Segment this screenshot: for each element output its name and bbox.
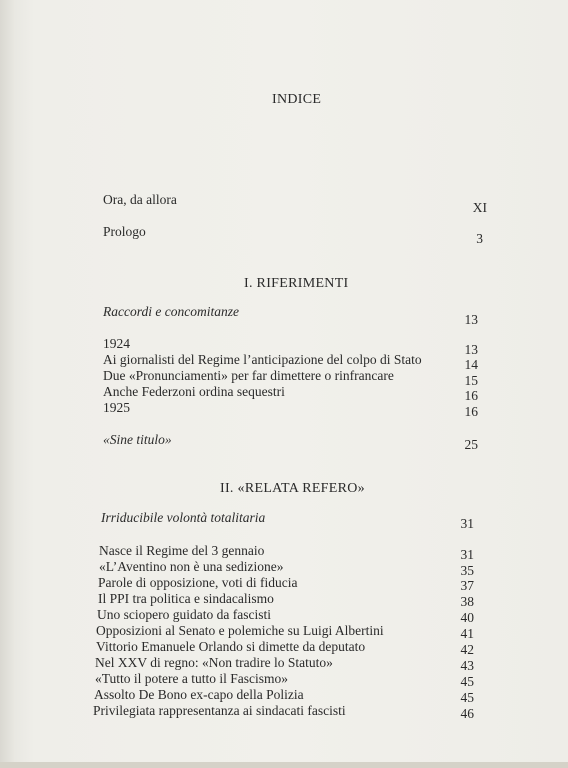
- part2-entry-page: 40: [460, 610, 474, 625]
- part2-entry: «L’Aventino non è una sedizione»: [99, 559, 284, 574]
- part2-entry: Uno sciopero guidato da fascisti: [97, 607, 271, 622]
- front-entry-prologo: Prologo: [103, 224, 146, 239]
- part2-entry-page: 46: [460, 706, 474, 721]
- front-entry-ora-page: XI: [472, 200, 487, 215]
- part2-entry: «Tutto il potere a tutto il Fascismo»: [95, 671, 289, 686]
- part2-entry: Privilegiata rappresentanza ai sindacati fascisti: [93, 703, 346, 718]
- part1-chapter2: «Sine titulo»: [103, 432, 172, 447]
- part2-entry: Assolto De Bono ex-capo della Polizia: [94, 687, 304, 702]
- front-entry-ora: Ora, da allora: [103, 192, 177, 207]
- part2-entry-page: 45: [460, 674, 474, 689]
- part2-entry: Nel XXV di regno: «Non tradire lo Statuto»: [95, 655, 333, 670]
- part1-chapter2-page: 25: [464, 437, 478, 452]
- part2-entry: Vittorio Emanuele Orlando si dimette da deputato: [96, 639, 366, 654]
- part1-entry-page: 16: [464, 404, 478, 419]
- part1-entry: 1924: [103, 336, 130, 351]
- part1-title: I. RIFERIMENTI: [244, 276, 349, 291]
- part1-entry-page: 14: [464, 357, 478, 372]
- part2-entry-page: 41: [460, 626, 474, 641]
- part2-entry-page: 31: [460, 547, 474, 562]
- part1-entry-page: 13: [464, 342, 478, 357]
- part2-entry: Nasce il Regime del 3 gennaio: [99, 543, 265, 558]
- part2-entry-page: 43: [460, 658, 474, 673]
- part1-entry: Anche Federzoni ordina sequestri: [103, 384, 285, 399]
- index-title: INDICE: [272, 92, 322, 107]
- part2-entry: Parole di opposizione, voti di fiducia: [98, 575, 298, 590]
- part2-entry: Il PPI tra politica e sindacalismo: [98, 591, 274, 606]
- part2-chapter-page: 31: [460, 516, 474, 531]
- part2-entry-page: 35: [460, 563, 474, 578]
- part1-entry-page: 16: [464, 388, 478, 403]
- part1-entry: Ai giornalisti del Regime l’anticipazione del colpo di Stato: [103, 352, 422, 367]
- page-bottom-edge: [0, 762, 568, 768]
- part1-entry: Due «Pronunciamenti» per far dimettere o rinfrancare: [103, 368, 394, 383]
- front-entry-prologo-page: 3: [476, 231, 483, 246]
- part2-entry-page: 45: [460, 690, 474, 705]
- part1-entry-page: 15: [464, 373, 478, 388]
- part1-chapter-page: 13: [464, 312, 478, 327]
- page-binding-edge: [0, 0, 14, 768]
- part2-entry-page: 38: [460, 594, 474, 609]
- part2-entry-page: 42: [460, 642, 474, 657]
- part1-entry: 1925: [103, 400, 130, 415]
- part1-chapter: Raccordi e concomitanze: [103, 304, 239, 319]
- part2-entry-page: 37: [460, 578, 474, 593]
- part2-chapter: Irriducibile volontà totalitaria: [101, 510, 266, 525]
- part2-entry: Opposizioni al Senato e polemiche su Luigi Albertini: [96, 623, 384, 638]
- part2-title: II. «RELATA REFERO»: [220, 481, 365, 496]
